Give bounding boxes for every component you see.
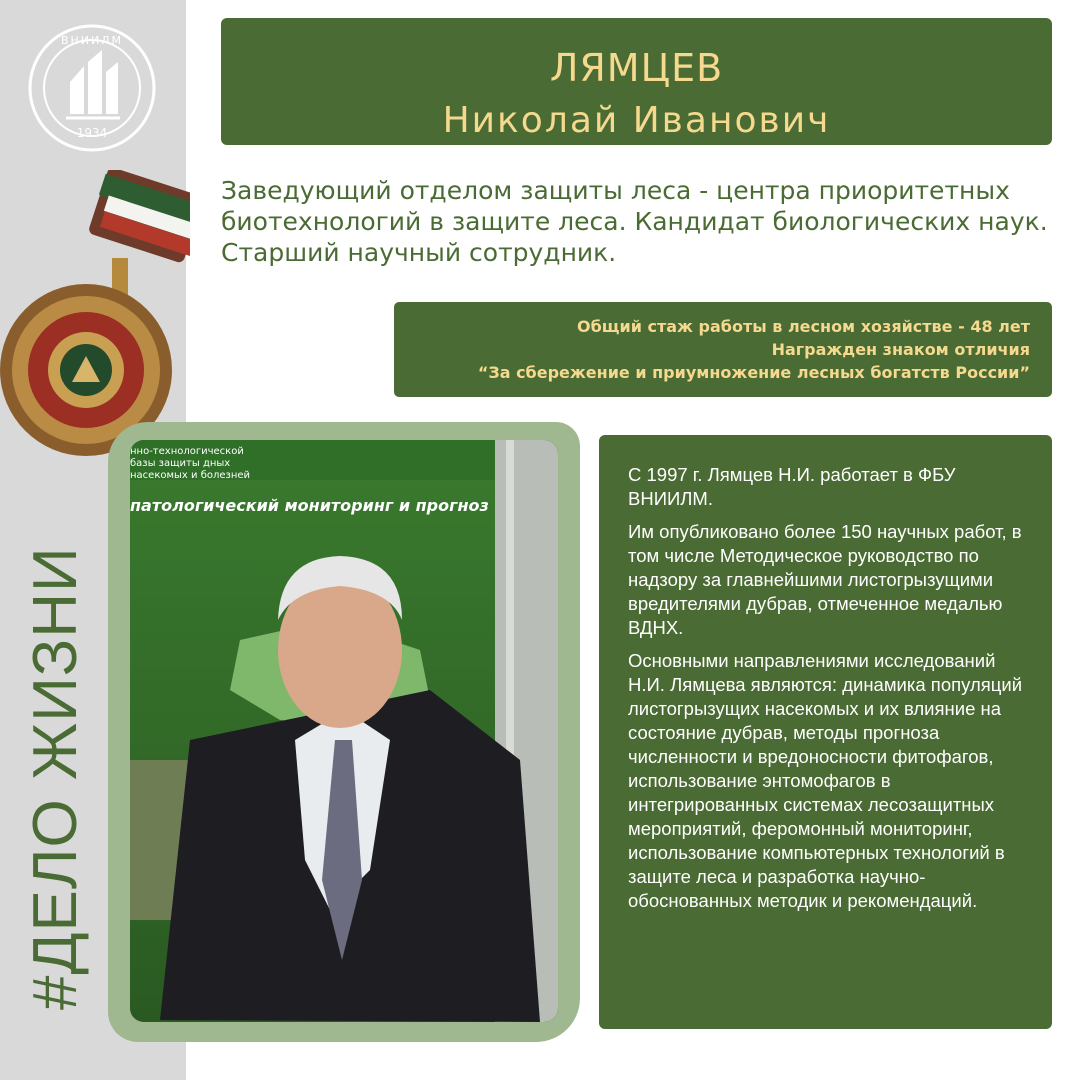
vniilm-logo (26, 22, 158, 154)
biography-panel (599, 435, 1052, 1029)
name-header (221, 18, 1052, 145)
awards-experience: Общий стаж работы в лесном хозяйстве - 48 лет (577, 317, 1030, 336)
logo-year: 1934 (76, 126, 108, 140)
bio-paragraph-2: Им опубликовано более 150 научных работ, в том числе Методическое руководство по надзору за главнейшими листогрызущими вредителями дубрав, отмеченное медалью ВДНХ. (628, 521, 1022, 638)
hashtag-title: #ДЕЛО ЖИЗНИ (21, 546, 90, 1010)
awards-decoration: Награжден знаком отличия (771, 340, 1030, 359)
portrait-photo (130, 440, 558, 1022)
awards-panel (394, 302, 1052, 397)
position-description: Заведующий отделом защиты леса - центра приоритетных биотехнологий в защите леса. Кандидат биологических наук. Старший научный сотрудник. (221, 176, 1048, 267)
person-surname: ЛЯМЦЕВ (549, 46, 724, 90)
bio-paragraph-3: Основными направлениями исследований Н.И. Лямцева являются: динамика популяций листогрызущих насекомых и их влияние на состояние дубрав, методы прогноза численности и вредоносности фитофагов, использование энтомофагов в интегрированных системах лесозащитных мероприятий, феромонный мониторинг, использование компьютерных технологий в защите леса и разработка научно-обоснованных методик и рекомендаций. (628, 650, 1023, 911)
person-given-name: Николай Иванович (442, 100, 831, 141)
bio-paragraph-1: С 1997 г. Лямцев Н.И. работает в ФБУ ВНИИЛМ. (628, 464, 956, 509)
poster-subtitle: нно-технологической базы защиты дных насекомых и болезней (130, 446, 251, 481)
poster-title: патологический мониторинг и прогноз (130, 496, 489, 515)
logo-org-name: ВНИИЛМ (60, 34, 124, 47)
awards-decoration-title: “За сбережение и приумножение лесных богатств России” (477, 363, 1030, 382)
